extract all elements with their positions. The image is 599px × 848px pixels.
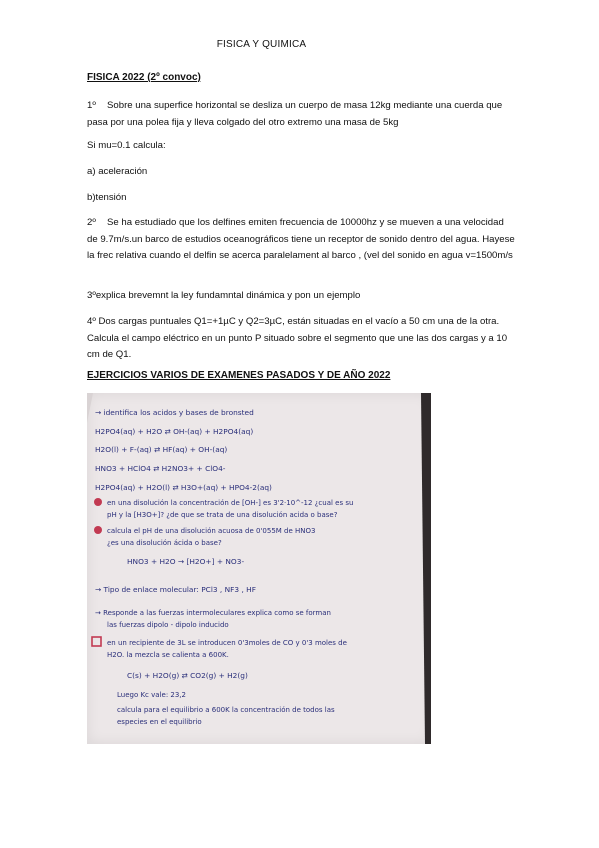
photo-line-9: ¿es una disolución ácida o base? (107, 539, 222, 547)
red-box-icon (92, 637, 101, 646)
photo-line-13: las fuerzas dipolo - dipolo inducido (107, 621, 229, 629)
handwritten-notes-photo (87, 393, 431, 744)
photo-line-17: Luego Kc vale: 23,2 (117, 691, 186, 699)
red-bullet-icon (94, 498, 102, 506)
handwritten-notes-svg (87, 393, 431, 744)
photo-line-7: pH y la [H3O+]? ¿de que se trata de una disolución acida o base? (107, 511, 338, 519)
photo-line-15: H2O. la mezcla se calienta a 600K. (107, 651, 229, 659)
photo-line-4: HNO3 + HClO4 ⇄ H2NO3+ + ClO4- (95, 464, 226, 473)
question-1-number: 1º (87, 100, 96, 111)
question-1-part-b: b)tensión (87, 192, 127, 203)
section-heading-fisica: FISICA 2022 (2º convoc) (87, 72, 201, 83)
photo-corner (87, 393, 93, 423)
page-title: FISICA Y QUIMICA (216, 39, 307, 50)
question-4: 4º Dos cargas puntuales Q1=+1µC y Q2=3µC, están situadas en el vacío a 50 cm una de la otra. Calcula el campo eléctrico en un punto P situado sobre el segmento que une las dos cargas y a 10 cm de Q1. (87, 316, 508, 360)
photo-line-18: calcula para el equilibrio a 600K la concentración de todos las (117, 706, 335, 714)
question-1 (87, 98, 517, 131)
section-heading-ejercicios: EJERCICIOS VARIOS DE EXAMENES PASADOS Y DE AÑO 2022 (87, 370, 391, 381)
photo-line-8: calcula el pH de una disolución acuosa de 0'055M de HNO3 (107, 527, 316, 535)
question-1-condition: Si mu=0.1 calcula: (87, 140, 166, 151)
photo-line-19: especies en el equilibrio (117, 718, 202, 726)
question-2 (87, 215, 517, 265)
question-2-text: Se ha estudiado que los delfines emiten frecuencia de 10000hz y se mueven a una velocidad de 9.7m/s.un barco de estudios oceanográficos tiene un receptor de sonido dentro del agua. Hayese la frec relativa cuando el delfin se acerca paralelament al barco , (vel del sonido en agua v=1500m/s (87, 217, 515, 261)
photo-line-14: en un recipiente de 3L se introducen 0'3moles de CO y 0'3 moles de (107, 639, 347, 647)
question-1-text: Sobre una superfice horizontal se desliza un cuerpo de masa 12kg mediante una cuerda que pasa por una polea fija y lleva colgado del otro extremo una masa de 5kg (87, 100, 503, 128)
photo-line-11: → Tipo de enlace molecular: PCl3 , NF3 , HF (95, 585, 256, 594)
photo-line-12: → Responde a las fuerzas intermoleculares explica como se forman (95, 609, 331, 617)
photo-line-16: C(s) + H2O(g) ⇄ CO2(g) + H2(g) (127, 671, 248, 680)
question-3: 3ºexplica brevemnt la ley fundamntal dinámica y pon un ejemplo (87, 290, 361, 301)
photo-line-10: HNO3 + H2O → [H2O+] + NO3- (127, 557, 245, 566)
photo-line-5: H2PO4(aq) + H2O(l) ⇄ H3O+(aq) + HPO4-2(aq) (95, 483, 272, 492)
photo-line-6: en una disolución la concentración de [OH-] es 3'2·10^-12 ¿cual es su (107, 499, 354, 507)
photo-line-1: → identifica los acidos y bases de bronsted (95, 408, 254, 417)
photo-line-3: H2O(l) + F-(aq) ⇄ HF(aq) + OH-(aq) (95, 445, 228, 454)
photo-line-2: H2PO4(aq) + H2O ⇄ OH-(aq) + H2PO4(aq) (95, 427, 254, 436)
question-2-number: 2º (87, 217, 96, 228)
question-1-part-a: a) aceleración (87, 166, 148, 177)
red-bullet-icon (94, 526, 102, 534)
photo-edge-shadow (421, 393, 431, 744)
